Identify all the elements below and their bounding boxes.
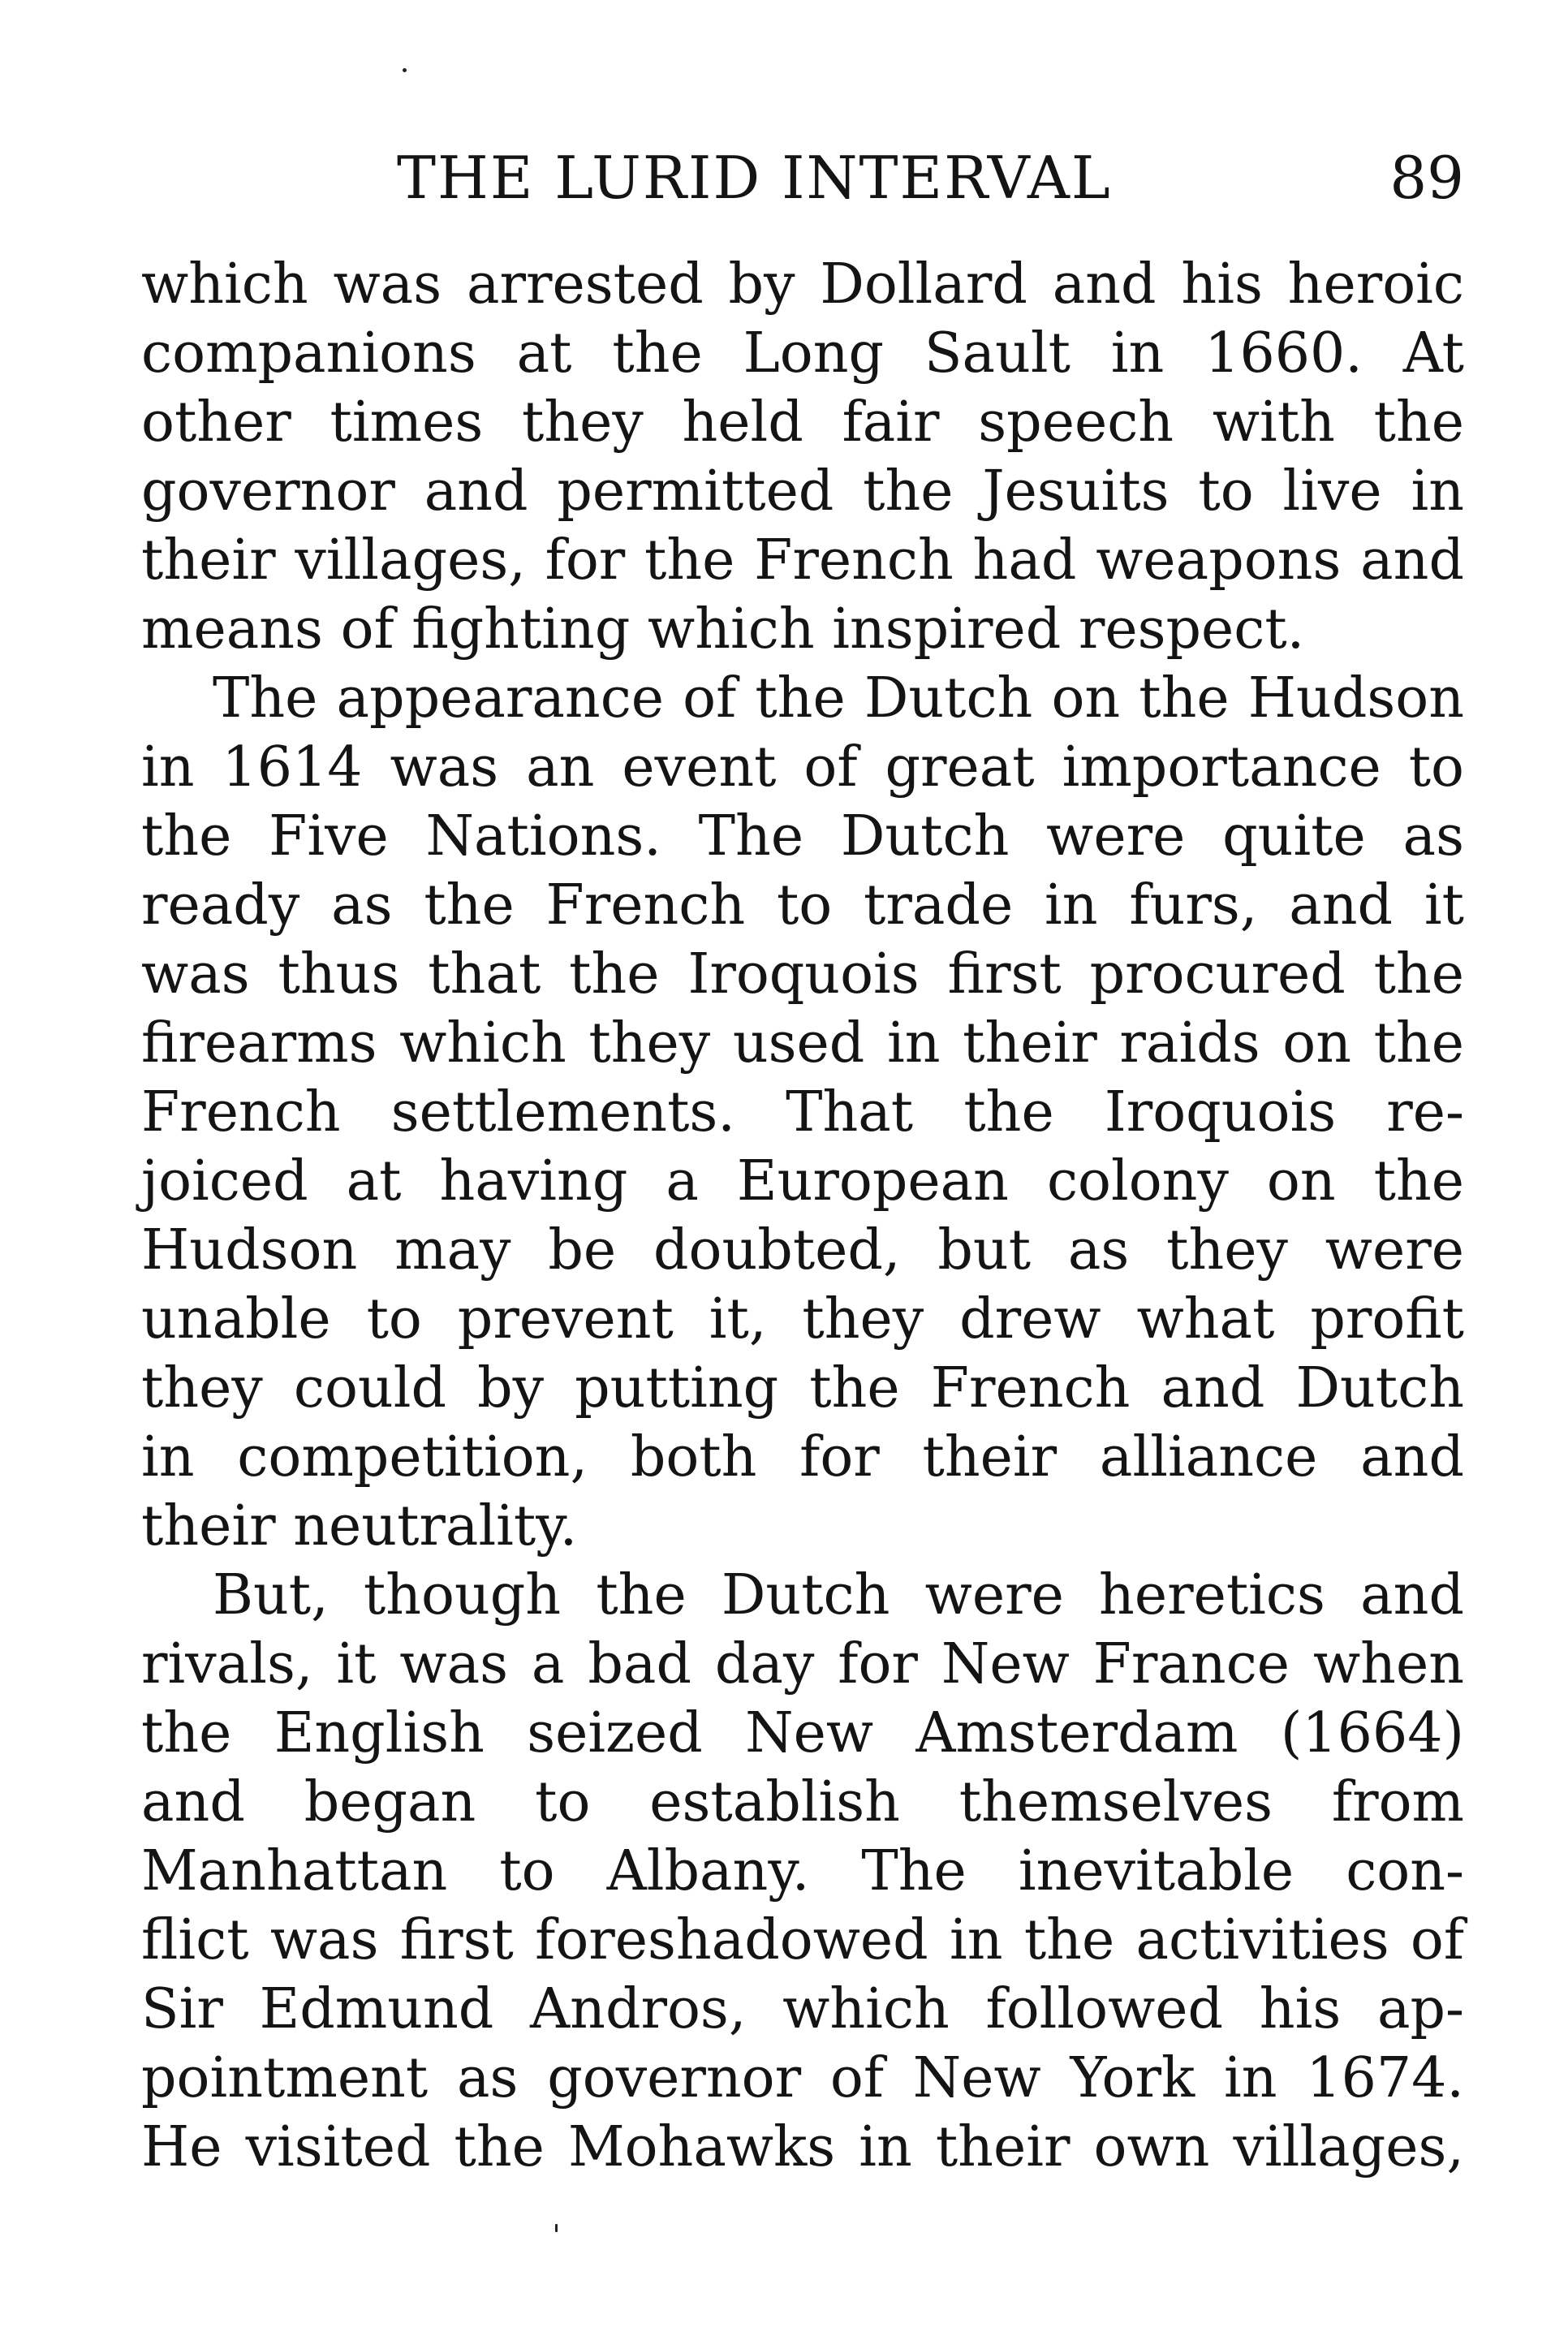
text-line: He visited the Mohawks in their own villages,	[141, 2115, 1464, 2179]
text-line: in competition, both for their alliance and	[141, 1425, 1464, 1489]
text-line: rivals, it was a bad day for New France when	[141, 1632, 1464, 1696]
text-line: which was arrested by Dollard and his heroic	[141, 252, 1464, 317]
text-line: their neutrality.	[141, 1494, 578, 1558]
text-line: and began to establish themselves from	[141, 1770, 1464, 1834]
text-line: the Five Nations. The Dutch were quite as	[141, 804, 1464, 868]
body-text	[141, 250, 1464, 2182]
running-title: THE LURID INTERVAL	[397, 144, 1112, 212]
text-line: ready as the French to trade in furs, and it	[141, 873, 1464, 937]
text-line: their villages, for the French had weapons and	[141, 528, 1464, 593]
text-line: companions at the Long Sault in 1660. At	[141, 321, 1464, 386]
text-line: flict was first foreshadowed in the activities of	[141, 1908, 1464, 1972]
text-line: unable to prevent it, they drew what profit	[141, 1287, 1464, 1351]
print-speck-top	[403, 68, 407, 72]
text-line: French settlements. That the Iroquois re-	[141, 1080, 1464, 1144]
text-line: But, though the Dutch were heretics and	[213, 1563, 1464, 1627]
text-line: joiced at having a European colony on the	[141, 1149, 1464, 1213]
text-line: The appearance of the Dutch on the Hudson	[213, 666, 1464, 731]
text-line: was thus that the Iroquois first procured the	[141, 942, 1464, 1006]
text-line: the English seized New Amsterdam (1664)	[141, 1701, 1464, 1765]
print-speck-bottom	[555, 2224, 558, 2232]
text-line: means of fighting which inspired respect.	[141, 597, 1305, 662]
text-line: Sir Edmund Andros, which followed his ap-	[141, 1977, 1464, 2041]
text-line: Hudson may be doubted, but as they were	[141, 1218, 1464, 1282]
text-line: in 1614 was an event of great importance to	[141, 735, 1464, 799]
text-line: they could by putting the French and Dutch	[141, 1356, 1464, 1420]
page-number: 89	[1389, 144, 1464, 212]
text-line: governor and permitted the Jesuits to live in	[141, 459, 1464, 524]
text-line: Manhattan to Albany. The inevitable con-	[141, 1839, 1464, 1903]
running-header	[141, 133, 1464, 222]
text-line: other times they held fair speech with the	[141, 390, 1464, 455]
text-line: pointment as governor of New York in 1674.	[141, 2046, 1464, 2110]
text-line: firearms which they used in their raids on the	[141, 1011, 1464, 1075]
